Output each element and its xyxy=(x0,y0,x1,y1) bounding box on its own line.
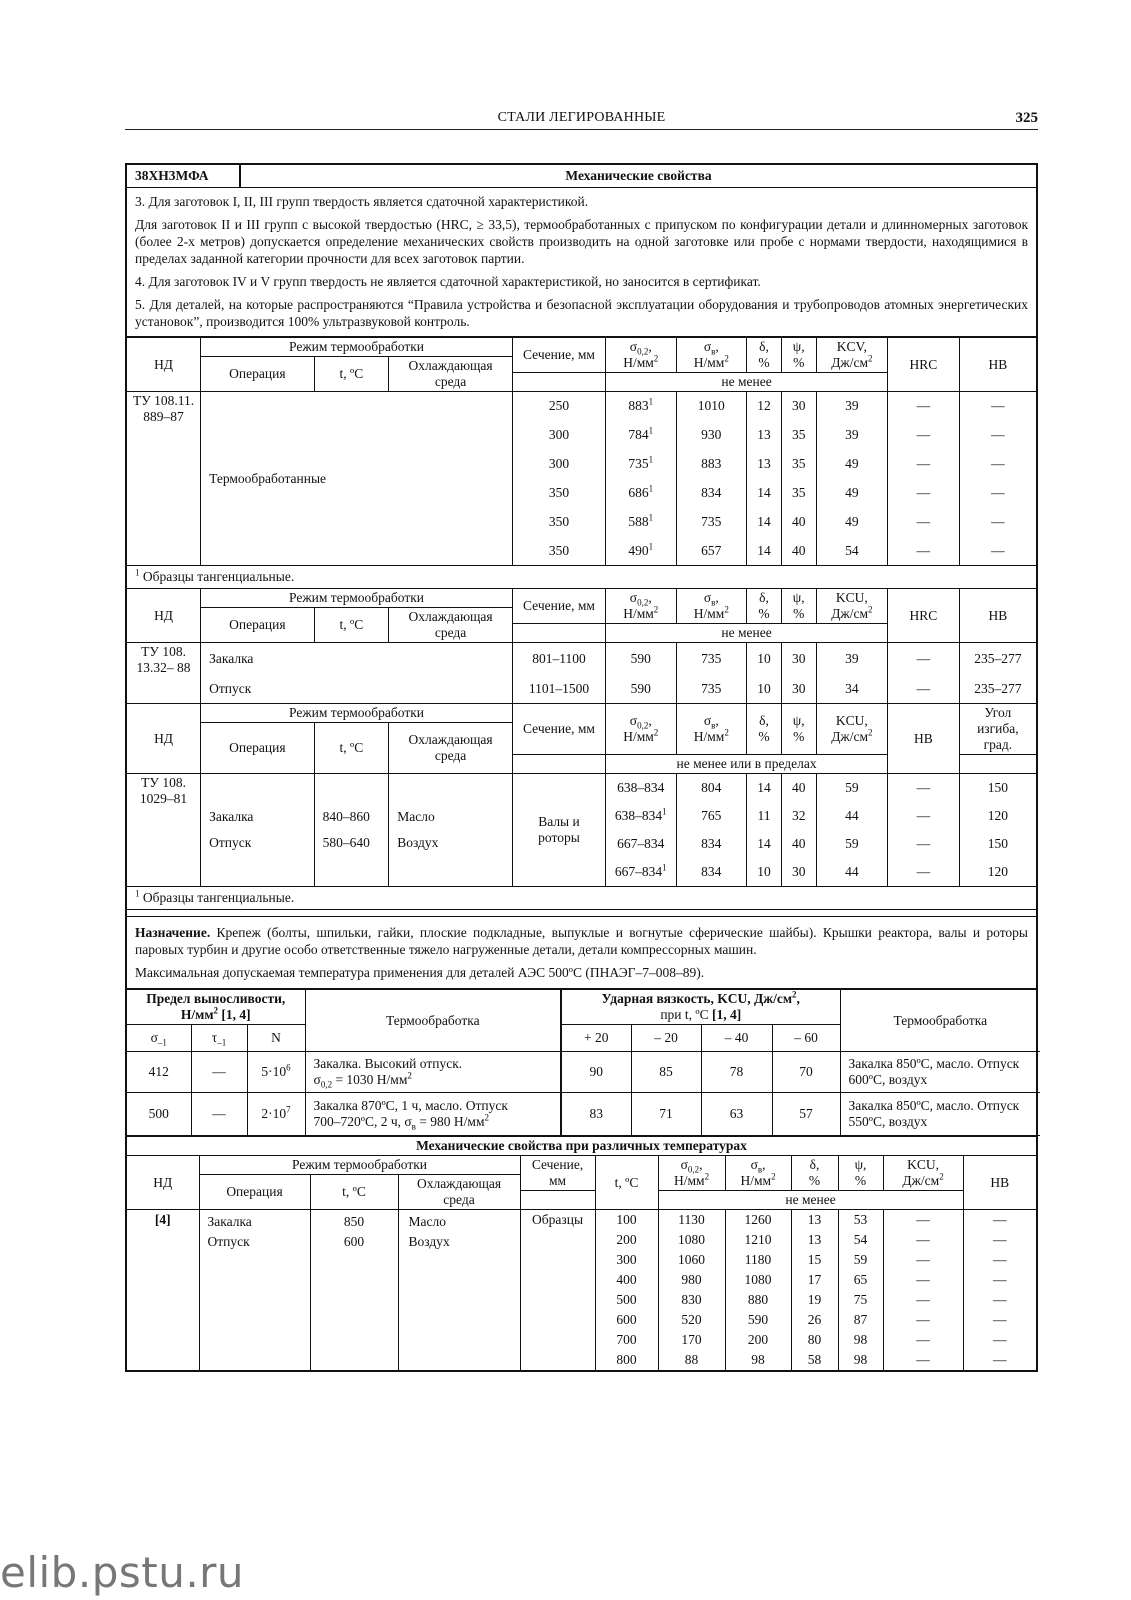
heat-treatment-header: Термообработка xyxy=(305,990,561,1052)
col-operation: Операция xyxy=(201,723,314,774)
col-cooling: Охлаждающая среда xyxy=(389,357,513,392)
cell: 30 xyxy=(781,674,816,703)
operation-value: Термообработанные xyxy=(201,392,513,566)
col-nd: НД xyxy=(127,589,201,643)
cell: 59 xyxy=(816,774,888,803)
cell: 300 xyxy=(512,449,605,478)
cell: — xyxy=(963,1270,1036,1290)
col-test-temp: t, ºC xyxy=(595,1156,658,1210)
cell: 590 xyxy=(605,674,676,703)
cell: 880 xyxy=(725,1290,791,1310)
footnote: $^1$ Образцы тангенциальные. xyxy=(127,565,1036,589)
cell: 39 xyxy=(816,392,888,421)
not-less-label: не менее xyxy=(605,373,887,392)
cell: $784^1$ xyxy=(605,420,676,449)
cell: 35 xyxy=(781,478,816,507)
cell: — xyxy=(883,1310,963,1330)
cell: 85 xyxy=(631,1052,701,1093)
blank-cell xyxy=(520,1191,595,1210)
page-number: 325 xyxy=(1015,110,1038,126)
cell: 30 xyxy=(781,392,816,421)
cell: — xyxy=(959,507,1036,536)
cell: — xyxy=(963,1290,1036,1310)
running-title: СТАЛИ ЛЕГИРОВАННЫЕ xyxy=(497,110,666,125)
cell: 1180 xyxy=(725,1250,791,1270)
cell: 12 xyxy=(747,392,782,421)
cell: — xyxy=(888,674,960,703)
temp-minus-60: – 60 xyxy=(772,1025,840,1052)
col-sb: $\sigma_в$, $Н/мм^2$ xyxy=(725,1156,791,1191)
cell: — xyxy=(888,802,960,830)
col-sb: $\sigma_в$, $Н/мм^2$ xyxy=(676,704,747,755)
footnote: $^1$ Образцы тангенциальные. xyxy=(127,886,1036,910)
cell: — xyxy=(963,1250,1036,1270)
cell: 350 xyxy=(512,507,605,536)
cell: 10 xyxy=(747,674,782,703)
col-tau-1: $\tau_{-1}$ xyxy=(191,1025,247,1052)
cell: 26 xyxy=(791,1310,838,1330)
cell: 54 xyxy=(816,536,888,565)
not-less-label: не менее xyxy=(658,1191,963,1210)
cell: — xyxy=(963,1310,1036,1330)
cell: 170 xyxy=(658,1330,725,1350)
cell: 58 xyxy=(791,1350,838,1370)
col-sb: $\sigma_в$, $Н/мм^2$ xyxy=(676,338,747,373)
col-s02: $\sigma_{0,2}$, $Н/мм^2$ xyxy=(658,1156,725,1191)
cell: — xyxy=(888,774,960,803)
cell: 1010 xyxy=(676,392,747,421)
cell: 765 xyxy=(676,802,747,830)
cell: 19 xyxy=(791,1290,838,1310)
cell: 40 xyxy=(781,507,816,536)
nd-value: ТУ 108. 13.32– 88 xyxy=(127,643,201,704)
col-kcu: KCU, $Дж/см^2$ xyxy=(883,1156,963,1191)
cell: 834 xyxy=(676,830,747,858)
cell: — xyxy=(888,507,960,536)
sheet-title-bar xyxy=(127,165,1036,188)
cell: 32 xyxy=(781,802,816,830)
cell: Закалка 850ºС, масло. Отпуск 600ºС, воздух xyxy=(840,1052,1040,1093)
col-hrc: HRC xyxy=(888,338,960,392)
cell: 1101–1500 xyxy=(512,674,605,703)
nd-value: ТУ 108. 1029–81 xyxy=(127,774,201,887)
cell: 98 xyxy=(838,1350,883,1370)
cell: 44 xyxy=(816,802,888,830)
cell: 13 xyxy=(791,1210,838,1231)
cell: 30 xyxy=(781,858,816,886)
purpose-text: Назначение. Крепеж (болты, шпильки, гайки, плоские подкладные, выпуклые и вогнутые сферические шайбы). Крышки реактора, валы и роторы паровых турбин и другие особо ответственные тяжело нагруженные детали, детали компрессорных машин. xyxy=(135,925,1028,957)
note-5: 5. Для деталей, на которые распространяются “Правила устройства и безопасной эксплуатации оборудования и трубопроводов атомных энергетических установок”, производится 100% ультразвуковой контроль. xyxy=(135,297,1028,329)
cell: 49 xyxy=(816,507,888,536)
col-regime: Режим термообработки xyxy=(199,1156,520,1175)
cell: 735 xyxy=(676,643,747,675)
cell: 39 xyxy=(816,643,888,675)
running-header xyxy=(125,110,1038,130)
note-3: 3. Для заготовок I, II, III групп твердость является сдаточной характеристикой. xyxy=(135,194,589,209)
cell: 980 xyxy=(658,1270,725,1290)
cell: 40 xyxy=(781,830,816,858)
col-hb: HB xyxy=(959,338,1036,392)
purpose-block xyxy=(127,916,1036,990)
nd-value: ТУ 108.11. 889–87 xyxy=(127,392,201,566)
cell: 14 xyxy=(747,478,782,507)
cell: $735^1$ xyxy=(605,449,676,478)
cell: 500 xyxy=(127,1093,191,1136)
cell: 930 xyxy=(676,420,747,449)
col-temp: t, ºC xyxy=(310,1175,398,1210)
cell: — xyxy=(963,1350,1036,1370)
cell: 14 xyxy=(747,507,782,536)
col-sb: $\sigma_в$, $Н/мм^2$ xyxy=(676,589,747,624)
col-regime: Режим термообработки xyxy=(201,704,513,723)
col-psi: ψ, % xyxy=(781,589,816,624)
cell: 14 xyxy=(747,830,782,858)
col-cooling: Охлаждающая среда xyxy=(389,608,513,643)
col-delta: δ, % xyxy=(747,704,782,755)
col-operation: Операция xyxy=(201,357,314,392)
cell: 88 xyxy=(658,1350,725,1370)
cell: $588^1$ xyxy=(605,507,676,536)
cell: 44 xyxy=(816,858,888,886)
cell: 1210 xyxy=(725,1230,791,1250)
cell: 35 xyxy=(781,449,816,478)
cell: $638-834^1$ xyxy=(605,802,676,830)
cell: 120 xyxy=(959,858,1036,886)
cell: 83 xyxy=(561,1093,631,1136)
cell: 49 xyxy=(816,449,888,478)
col-section: Сечение, мм xyxy=(512,704,605,755)
col-temp: t, ºC xyxy=(314,723,389,774)
cell: 40 xyxy=(781,774,816,803)
cell: — xyxy=(191,1052,247,1093)
cell: 17 xyxy=(791,1270,838,1290)
cell: 75 xyxy=(838,1290,883,1310)
cell: Закалка 870ºС, 1 ч, масло. Отпуск 700–720ºС, 2 ч, $\sigma_в = 980$ $Н/мм^2$ xyxy=(305,1093,561,1136)
col-section: Сечение, мм xyxy=(520,1156,595,1191)
cell: 600 xyxy=(595,1310,658,1330)
operations: Закалка Отпуск xyxy=(199,1210,310,1371)
col-s02: $\sigma_{0,2}$, $Н/мм^2$ xyxy=(605,338,676,373)
cell: — xyxy=(963,1330,1036,1350)
cell: 49 xyxy=(816,478,888,507)
cell: 35 xyxy=(781,420,816,449)
cell: 71 xyxy=(631,1093,701,1136)
temperatures: 840–860 580–640 xyxy=(314,774,389,887)
cell: 54 xyxy=(838,1230,883,1250)
col-temp: t, ºC xyxy=(314,608,389,643)
blank-cell xyxy=(512,373,605,392)
cell: $667-834^1$ xyxy=(605,858,676,886)
cell: 78 xyxy=(701,1052,772,1093)
cell: — xyxy=(959,478,1036,507)
section-title: Механические свойства xyxy=(565,168,712,183)
table-tu-1029 xyxy=(127,703,1036,886)
cell: 1080 xyxy=(725,1270,791,1290)
cell: — xyxy=(959,392,1036,421)
cooling-media: Масло Воздух xyxy=(398,1210,520,1371)
range-label: не менее или в пределах xyxy=(605,755,887,774)
cell: — xyxy=(883,1290,963,1310)
cell: 11 xyxy=(747,802,782,830)
cell: 10 xyxy=(747,858,782,886)
cell: — xyxy=(883,1330,963,1350)
cell: 700 xyxy=(595,1330,658,1350)
cell: 883 xyxy=(676,449,747,478)
table-tu-889 xyxy=(127,337,1036,565)
col-cooling: Охлаждающая среда xyxy=(389,723,513,774)
cell: 735 xyxy=(676,507,747,536)
col-s02: $\sigma_{0,2}$, $Н/мм^2$ xyxy=(605,704,676,755)
cell: 98 xyxy=(838,1330,883,1350)
not-less-label: не менее xyxy=(605,624,887,643)
cell: 834 xyxy=(676,858,747,886)
cell: 90 xyxy=(561,1052,631,1093)
col-regime: Режим термообработки xyxy=(201,589,513,608)
cell: 657 xyxy=(676,536,747,565)
col-cooling: Охлаждающая среда xyxy=(398,1175,520,1210)
cell: 10 xyxy=(747,643,782,675)
cell: 80 xyxy=(791,1330,838,1350)
steel-datasheet xyxy=(125,163,1038,1372)
nd-value: [4] xyxy=(127,1210,199,1371)
col-bend-angle: Угол изгиба, град. xyxy=(959,704,1036,755)
cell: 13 xyxy=(747,449,782,478)
cell: 34 xyxy=(816,674,888,703)
temperatures: 850 600 xyxy=(310,1210,398,1371)
cell: 300 xyxy=(595,1250,658,1270)
col-sigma-1: $\sigma_{-1}$ xyxy=(127,1025,191,1052)
col-delta: δ, % xyxy=(747,338,782,373)
table-tu-13-32 xyxy=(127,589,1036,703)
cell: — xyxy=(883,1350,963,1370)
col-n: N xyxy=(247,1025,305,1052)
col-regime: Режим термообработки xyxy=(201,338,513,357)
cell: $686^1$ xyxy=(605,478,676,507)
steel-grade: 38ХН3МФА xyxy=(127,165,241,187)
cell: — xyxy=(959,420,1036,449)
col-nd: НД xyxy=(127,704,201,774)
cell: 735 xyxy=(676,674,747,703)
cell: 800 xyxy=(595,1350,658,1370)
cell: — xyxy=(883,1230,963,1250)
cell: — xyxy=(959,536,1036,565)
endurance-title: Предел выносливости, $Н/мм^2$ [1, 4] xyxy=(127,990,305,1025)
cooling-media: Масло Воздух xyxy=(389,774,513,887)
temp-minus-40: – 40 xyxy=(701,1025,772,1052)
col-delta: δ, % xyxy=(791,1156,838,1191)
cell: $490^1$ xyxy=(605,536,676,565)
cell: 300 xyxy=(512,420,605,449)
cell: 63 xyxy=(701,1093,772,1136)
cell: 667–834 xyxy=(605,830,676,858)
note-4: 4. Для заготовок IV и V групп твердость не является сдаточной характеристикой, но заносится в сертификат. xyxy=(135,274,761,289)
note-3-cont: Для заготовок II и III групп с высокой твердостью (HRC, ≥ 33,5), термообработанных с припуском по конфигурации детали и длинномерных заготовок (более 2-х метров) допускается определение механических свойств производить на одной заготовке или пробе с нормами твердости, находящимися в пределах заданной категории прочности для всех заготовок партии. xyxy=(135,217,1028,266)
cell: — xyxy=(959,449,1036,478)
temp-minus-20: – 20 xyxy=(631,1025,701,1052)
cell: — xyxy=(883,1210,963,1231)
notes xyxy=(127,188,1036,337)
impact-title: Ударная вязкость, KCU, $Дж/см^2$, при t, ºC [1, 4] xyxy=(561,990,840,1025)
col-kcv: KCV, $Дж/см^2$ xyxy=(816,338,888,373)
cell: 804 xyxy=(676,774,747,803)
col-hrc: HRC xyxy=(888,589,960,643)
cell: 65 xyxy=(838,1270,883,1290)
cell: 13 xyxy=(791,1230,838,1250)
section-value: Образцы xyxy=(520,1210,595,1371)
heat-treatment-header: Термообработка xyxy=(840,990,1040,1052)
operations: Закалка Отпуск xyxy=(201,774,314,887)
cell: — xyxy=(888,420,960,449)
cell: — xyxy=(888,449,960,478)
cell: — xyxy=(888,478,960,507)
cell: — xyxy=(888,392,960,421)
col-hb: HB xyxy=(963,1156,1036,1210)
temp-props-table xyxy=(127,1156,1036,1370)
cell: — xyxy=(888,830,960,858)
col-psi: ψ, % xyxy=(781,338,816,373)
cell: — xyxy=(963,1230,1036,1250)
cell: 250 xyxy=(512,392,605,421)
cell: 98 xyxy=(725,1350,791,1370)
blank-cell xyxy=(512,624,605,643)
cell: 200 xyxy=(595,1230,658,1250)
cell: 70 xyxy=(772,1052,840,1093)
max-temp-text: Максимальная допускаемая температура применения для деталей АЭС 500ºС (ПНАЭГ–7–008–89). xyxy=(135,965,705,980)
cell: 235–277 xyxy=(959,674,1036,703)
cell: — xyxy=(191,1093,247,1136)
cell: 1130 xyxy=(658,1210,725,1231)
cell: 59 xyxy=(838,1250,883,1270)
watermark: elib.pstu.ru xyxy=(0,1548,245,1597)
col-section: Сечение, мм xyxy=(512,589,605,624)
cell: 87 xyxy=(838,1310,883,1330)
section-value: Валы и роторы xyxy=(512,774,605,887)
cell: $5\cdot 10^6$ xyxy=(247,1052,305,1093)
endurance-impact-table xyxy=(127,990,1040,1136)
col-operation: Операция xyxy=(199,1175,310,1210)
cell: — xyxy=(963,1210,1036,1231)
col-psi: ψ, % xyxy=(838,1156,883,1191)
cell: 830 xyxy=(658,1290,725,1310)
cell: — xyxy=(888,643,960,675)
col-kcu: KCU, $Дж/см^2$ xyxy=(816,704,888,755)
cell: Закалка 850ºС, масло. Отпуск 550ºС, воздух xyxy=(840,1093,1040,1136)
cell: 801–1100 xyxy=(512,643,605,675)
cell: 500 xyxy=(595,1290,658,1310)
col-operation: Операция xyxy=(201,608,314,643)
blank-cell xyxy=(512,755,605,774)
col-temp: t, ºC xyxy=(314,357,389,392)
cell: 200 xyxy=(725,1330,791,1350)
cell: 13 xyxy=(747,420,782,449)
cell: 100 xyxy=(595,1210,658,1231)
cell: — xyxy=(883,1250,963,1270)
cell: 57 xyxy=(772,1093,840,1136)
col-nd: НД xyxy=(127,338,201,392)
cell: 520 xyxy=(658,1310,725,1330)
cell: $2\cdot 10^7$ xyxy=(247,1093,305,1136)
col-delta: δ, % xyxy=(747,589,782,624)
cell: 590 xyxy=(605,643,676,675)
cell: 59 xyxy=(816,830,888,858)
cell: 120 xyxy=(959,802,1036,830)
cell: 150 xyxy=(959,830,1036,858)
col-hb: HB xyxy=(959,589,1036,643)
cell: 834 xyxy=(676,478,747,507)
col-nd: НД xyxy=(127,1156,199,1210)
col-section: Сечение, мм xyxy=(512,338,605,373)
cell: 150 xyxy=(959,774,1036,803)
cell: Закалка xyxy=(201,643,513,675)
cell: Отпуск xyxy=(201,674,513,703)
cell: 30 xyxy=(781,643,816,675)
col-hb: HB xyxy=(888,704,960,774)
temp-plus-20: + 20 xyxy=(561,1025,631,1052)
col-psi: ψ, % xyxy=(781,704,816,755)
col-s02: $\sigma_{0,2}$, $Н/мм^2$ xyxy=(605,589,676,624)
cell: 14 xyxy=(747,536,782,565)
blank-cell xyxy=(959,755,1036,774)
cell: 40 xyxy=(781,536,816,565)
cell: 350 xyxy=(512,478,605,507)
cell: $883^1$ xyxy=(605,392,676,421)
cell: 1060 xyxy=(658,1250,725,1270)
cell: — xyxy=(888,858,960,886)
cell: 39 xyxy=(816,420,888,449)
cell: 1260 xyxy=(725,1210,791,1231)
cell: 412 xyxy=(127,1052,191,1093)
cell: 14 xyxy=(747,774,782,803)
cell: 235–277 xyxy=(959,643,1036,675)
col-kcu: KCU, $Дж/см^2$ xyxy=(816,589,888,624)
cell: 53 xyxy=(838,1210,883,1231)
cell: 350 xyxy=(512,536,605,565)
cell: 15 xyxy=(791,1250,838,1270)
cell: — xyxy=(888,536,960,565)
cell: 590 xyxy=(725,1310,791,1330)
cell: Закалка. Высокий отпуск. $\sigma_{0,2} = 1030$ $Н/мм^2$ xyxy=(305,1052,561,1093)
cell: 1080 xyxy=(658,1230,725,1250)
cell: 400 xyxy=(595,1270,658,1290)
cell: 638–834 xyxy=(605,774,676,803)
temp-props-title: Механические свойства при различных температурах xyxy=(127,1136,1036,1156)
cell: — xyxy=(883,1270,963,1290)
